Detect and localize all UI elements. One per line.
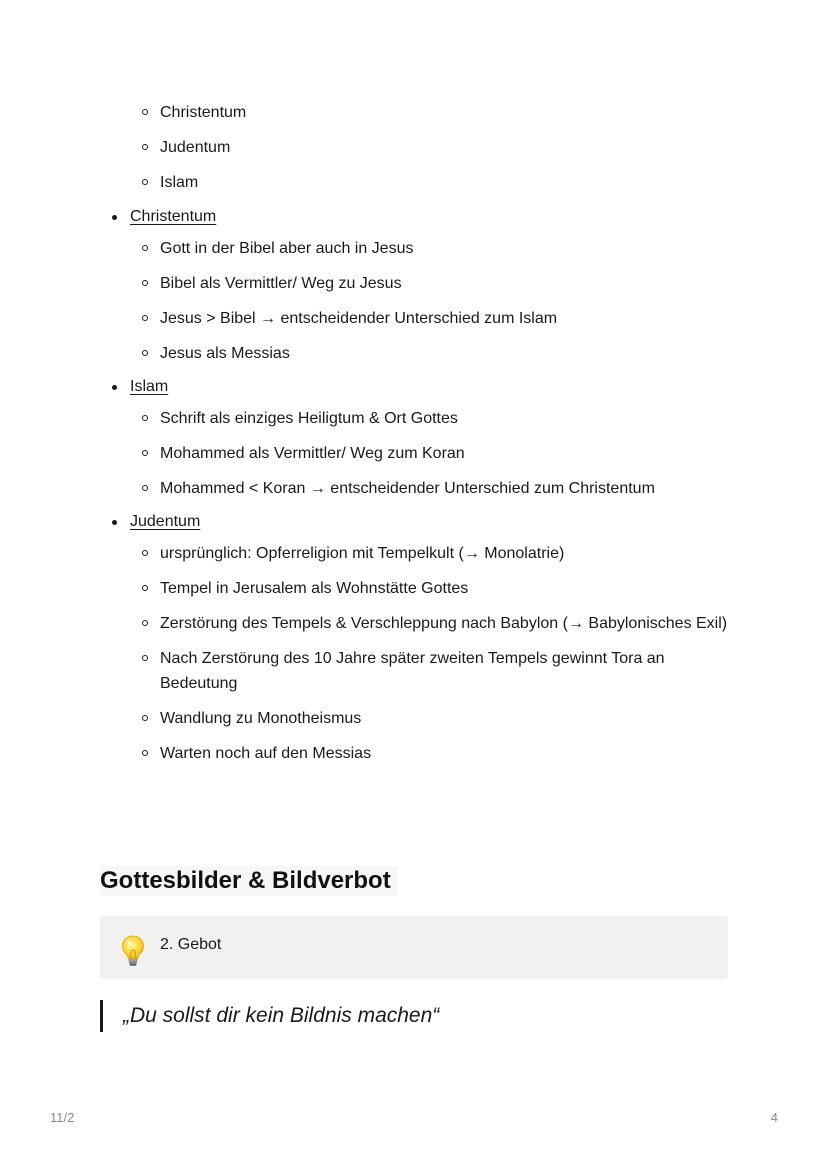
list-item (140, 611, 730, 636)
list-item (140, 271, 730, 296)
section-christentum (108, 206, 748, 366)
list-item-text: Bibel als Vermittler/ Weg zu Jesus (160, 275, 402, 292)
list-item (140, 341, 730, 366)
list-item-text: Tempel in Jerusalem als Wohnstätte Gottes (160, 580, 469, 597)
list-item (140, 306, 730, 331)
lightbulb-icon (120, 934, 146, 968)
list-item (140, 706, 730, 731)
circle-bullet-icon (142, 715, 148, 721)
circle-bullet-icon (142, 144, 148, 150)
list-item-text: Jesus > Bibel → entscheidender Unterschied zum Islam (160, 310, 558, 327)
disc-bullet-icon (112, 520, 117, 525)
circle-bullet-icon (142, 655, 148, 661)
footer-left-label: 11/2 (50, 1110, 75, 1125)
circle-bullet-icon (142, 620, 148, 626)
list-item-text: Christentum (160, 104, 247, 121)
disc-bullet-icon (112, 215, 117, 220)
list-item-text: Warten noch auf den Messias (160, 745, 372, 762)
section-judentum (108, 511, 748, 766)
list-item (140, 576, 730, 601)
list-item-text: Nach Zerstörung des 10 Jahre später zweiten Tempels gewinnt Tora an Bedeutung (160, 650, 665, 692)
circle-bullet-icon (142, 280, 148, 286)
list-item-text: Zerstörung des Tempels & Verschleppung nach Babylon (→ Babylonisches Exil) (160, 615, 728, 632)
circle-bullet-icon (142, 350, 148, 356)
list-item-text: Schrift als einziges Heiligtum & Ort Gottes (160, 410, 458, 427)
section-title: Christentum (130, 208, 217, 225)
section-title: Judentum (130, 513, 201, 530)
list-item-text: Mohammed als Vermittler/ Weg zum Koran (160, 445, 465, 462)
list-item (140, 476, 730, 501)
list-item (140, 135, 730, 160)
list-item-text: Gott in der Bibel aber auch in Jesus (160, 240, 414, 257)
top-sublist (140, 100, 740, 205)
section-heading: Gottesbilder & Bildverbot (100, 866, 397, 896)
circle-bullet-icon (142, 485, 148, 491)
list-item (140, 541, 730, 566)
religion-list (108, 206, 748, 776)
circle-bullet-icon (142, 450, 148, 456)
circle-bullet-icon (142, 550, 148, 556)
list-item (140, 441, 730, 466)
list-item-text: ursprünglich: Opferreligion mit Tempelkult (→ Monolatrie) (160, 545, 565, 562)
circle-bullet-icon (142, 179, 148, 185)
circle-bullet-icon (142, 415, 148, 421)
circle-bullet-icon (142, 245, 148, 251)
circle-bullet-icon (142, 585, 148, 591)
list-item-text: Wandlung zu Monotheismus (160, 710, 362, 727)
circle-bullet-icon (142, 750, 148, 756)
list-item-text: Jesus als Messias (160, 345, 290, 362)
callout-box (100, 916, 728, 979)
circle-bullet-icon (142, 315, 148, 321)
list-item-text: Judentum (160, 139, 231, 156)
list-item (140, 236, 730, 261)
section-title: Islam (130, 378, 169, 395)
section-sublist (140, 236, 748, 366)
quote-block: „Du sollst dir kein Bildnis machen“ (100, 1000, 439, 1032)
disc-bullet-icon (112, 385, 117, 390)
list-item (140, 170, 730, 195)
page-number: 4 (770, 1110, 778, 1125)
circle-bullet-icon (142, 109, 148, 115)
list-item (140, 100, 730, 125)
section-islam (108, 376, 748, 501)
list-item (140, 646, 730, 696)
list-item-text: Mohammed < Koran → entscheidender Unterschied zum Christentum (160, 480, 655, 497)
list-item-text: Islam (160, 174, 199, 191)
list-item (140, 406, 730, 431)
section-sublist (140, 406, 748, 501)
callout-text: 2. Gebot (160, 936, 222, 953)
list-item (140, 741, 730, 766)
section-sublist (140, 541, 748, 766)
